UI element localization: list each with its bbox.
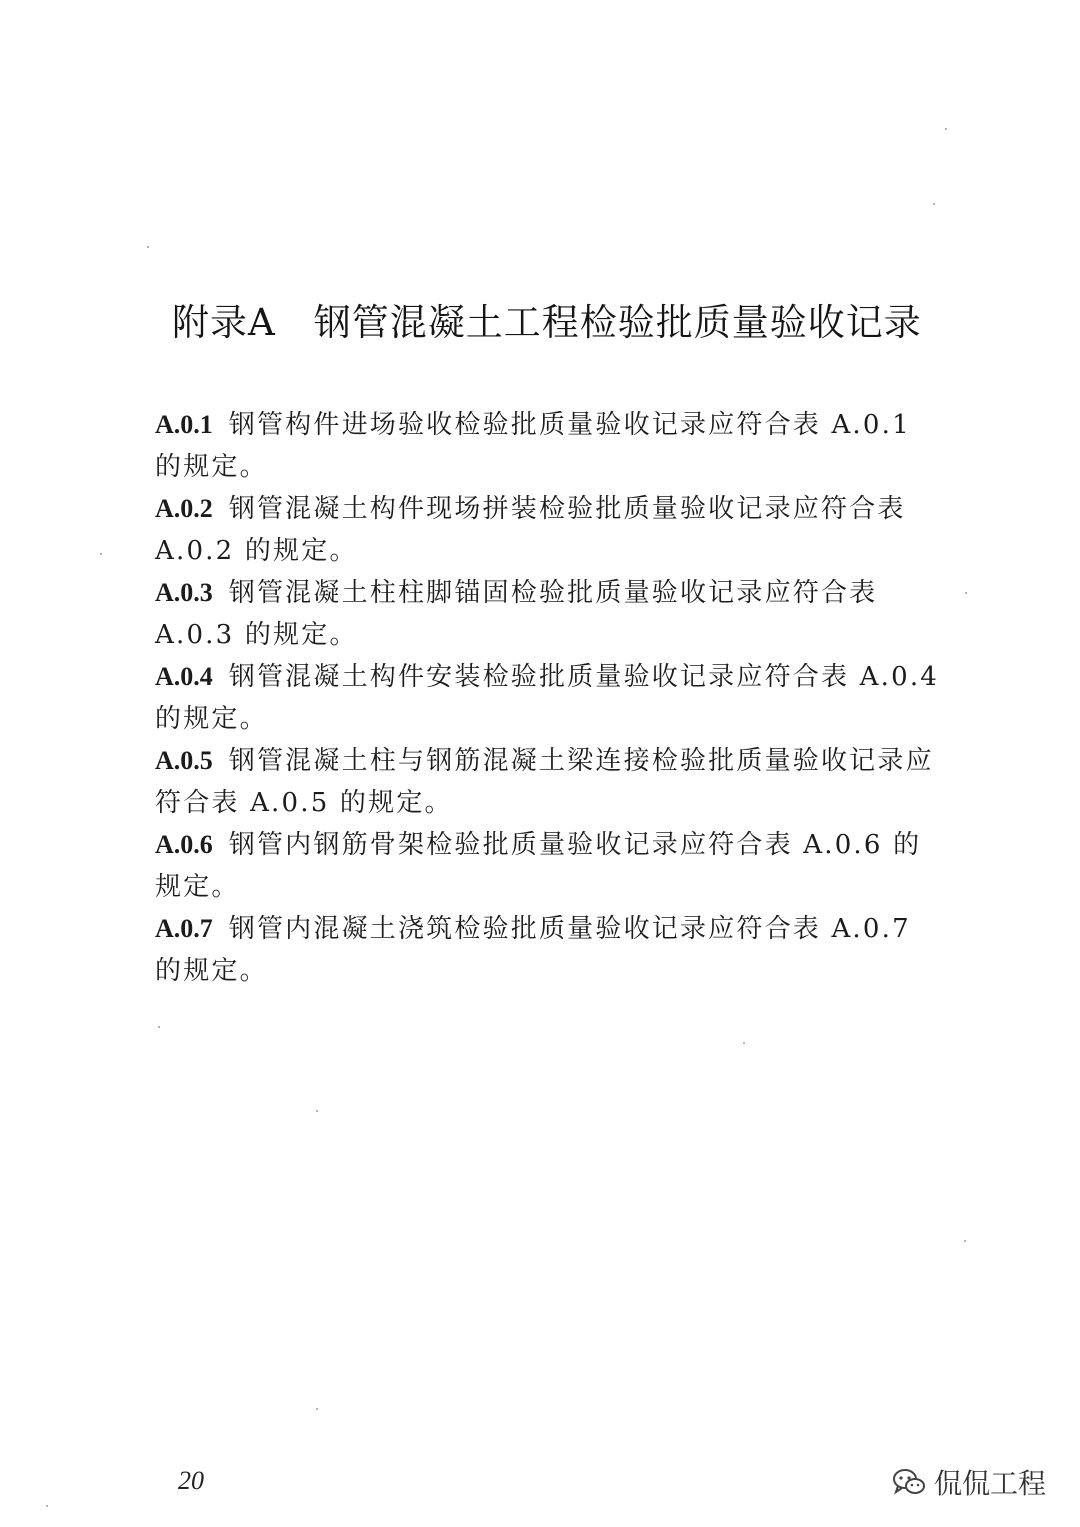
clause-number: A.0.2 (155, 494, 213, 523)
appendix-label: 附录A (172, 301, 276, 344)
clause-number: A.0.6 (155, 830, 213, 859)
clause-a03 (155, 572, 945, 656)
clause-list (155, 404, 945, 992)
clause-a01 (155, 404, 945, 488)
clause-a06 (155, 824, 945, 908)
scan-speck (964, 1240, 966, 1242)
scan-speck (158, 1026, 160, 1028)
clause-text: 钢管构件进场验收检验批质量验收记录应符合表 A.0.1 的规定。 (155, 410, 911, 482)
scan-speck (147, 246, 149, 248)
appendix-title-text: 钢管混凝土工程检验批质量验收记录 (313, 301, 922, 344)
scan-speck (46, 1505, 48, 1507)
scan-speck (100, 553, 102, 555)
clause-a05 (155, 740, 945, 824)
scan-speck (316, 1110, 318, 1112)
clause-a02 (155, 488, 945, 572)
clause-text: 钢管混凝土构件现场拼装检验批质量验收记录应符合表 A.0.2 的规定。 (155, 494, 906, 566)
scan-speck (933, 203, 935, 205)
clause-text: 钢管混凝土柱与钢筋混凝土梁连接检验批质量验收记录应符合表 A.0.5 的规定。 (155, 746, 934, 818)
wechat-icon (892, 1467, 926, 1497)
clause-number: A.0.1 (155, 410, 213, 439)
appendix-title (172, 298, 952, 348)
scan-speck (743, 1042, 745, 1044)
page-number: 20 (178, 1466, 204, 1495)
scan-speck (965, 592, 967, 594)
clause-text: 钢管内钢筋骨架检验批质量验收记录应符合表 A.0.6 的规定。 (155, 830, 922, 902)
clause-number: A.0.4 (155, 662, 213, 691)
scan-speck (945, 128, 947, 130)
clause-number: A.0.3 (155, 578, 213, 607)
clause-number: A.0.7 (155, 914, 213, 943)
clause-a04 (155, 656, 945, 740)
clause-text: 钢管混凝土构件安装检验批质量验收记录应符合表 A.0.4 的规定。 (155, 662, 940, 734)
clause-text: 钢管内混凝土浇筑检验批质量验收记录应符合表 A.0.7 的规定。 (155, 914, 911, 986)
scan-speck (316, 1408, 318, 1410)
watermark-text: 侃侃工程 (933, 1467, 1046, 1500)
clause-text: 钢管混凝土柱柱脚锚固检验批质量验收记录应符合表 A.0.3 的规定。 (155, 578, 878, 650)
clause-a07 (155, 908, 945, 992)
watermark (892, 1462, 1046, 1502)
clause-number: A.0.5 (155, 746, 213, 775)
